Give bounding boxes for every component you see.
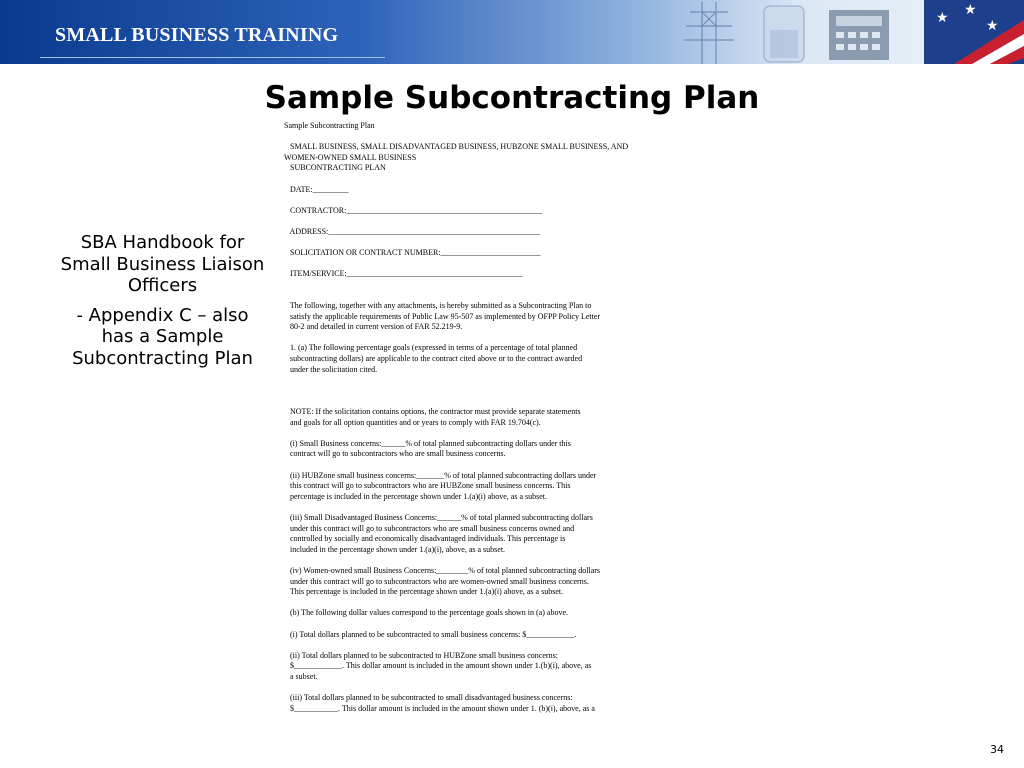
document-blank-line bbox=[284, 396, 704, 407]
document-line: SUBCONTRACTING PLAN bbox=[284, 163, 386, 173]
document-line: ITEM/SERVICE:____________________________________________ bbox=[284, 269, 523, 279]
document-line: percentage is included in the percentage shown under 1.(a)(i) above, as a subset. bbox=[284, 491, 548, 501]
document-line: (iii) Total dollars planned to be subcontracted to small disadvantaged business concerns: bbox=[284, 693, 573, 703]
document-line: WOMEN-OWNED SMALL BUSINESS bbox=[284, 152, 417, 162]
svg-text:★: ★ bbox=[986, 18, 999, 34]
document-line: (i) Small Business concerns:______% of total planned subcontracting dollars under this bbox=[284, 438, 571, 448]
slide-title: Sample Subcontracting Plan bbox=[264, 80, 760, 116]
document-blank-line bbox=[284, 640, 704, 651]
document-blank-line bbox=[284, 598, 704, 609]
document-line: under this contract will go to subcontractors who are women-owned small business concerns. bbox=[284, 576, 589, 586]
document-blank-line bbox=[284, 682, 704, 693]
document-line: and goals for all option quantities and or years to comply with FAR 19.704(c). bbox=[284, 417, 541, 427]
document-line: (ii) Total dollars planned to be subcontracted to HUBZone small business concerns: bbox=[284, 650, 558, 660]
document-line: satisfy the applicable requirements of Public Law 95-507 as implemented by OFPP Policy Letter bbox=[284, 311, 601, 321]
document-line: subcontracting dollars) are applicable to the contract cited above or to the contract awarded bbox=[284, 354, 583, 364]
header-divider bbox=[40, 57, 385, 58]
document-line: (iv) Women-owned small Business Concerns:________% of total planned subcontracting dollars bbox=[284, 565, 601, 575]
document-line: SMALL BUSINESS, SMALL DISADVANTAGED BUSINESS, HUBZONE SMALL BUSINESS, AND bbox=[284, 142, 629, 152]
header-title: SMALL BUSINESS TRAINING bbox=[55, 24, 339, 46]
document-line: a subset. bbox=[284, 671, 318, 681]
calculator-icon bbox=[829, 10, 889, 60]
us-flag-icon bbox=[924, 0, 1024, 64]
document-blank-line bbox=[284, 460, 704, 471]
subcontracting-plan-document bbox=[284, 121, 704, 714]
sidebar-note bbox=[60, 232, 265, 377]
document-blank-line bbox=[284, 386, 704, 397]
header-photo-collage bbox=[624, 0, 1024, 64]
document-blank-line bbox=[284, 502, 704, 513]
document-line: DATE:_________ bbox=[284, 184, 349, 194]
document-line: Sample Subcontracting Plan bbox=[284, 121, 375, 130]
document-line: CONTRACTOR:_________________________________________________ bbox=[284, 205, 543, 215]
document-line: controlled by socially and economically disadvantaged individuals. This percentage is bbox=[284, 534, 566, 544]
note-handbook-reference: SBA Handbook for Small Business Liaison Officers bbox=[60, 232, 265, 296]
document-line: (iii) Small Disadvantaged Business Concerns:______% of total planned subcontracting dollars bbox=[284, 512, 593, 522]
svg-text:★: ★ bbox=[936, 10, 949, 26]
note-appendix-reference: - Appendix C – also has a Sample Subcontracting Plan bbox=[72, 304, 253, 369]
document-line: $___________. This dollar amount is included in the amount shown under 1. (b)(i), above, as a bbox=[284, 703, 595, 713]
document-blank-line bbox=[284, 132, 704, 143]
document-line: (i) Total dollars planned to be subcontracted to small business concerns: $____________. bbox=[284, 629, 577, 639]
document-line: (b) The following dollar values correspond to the percentage goals shown in (a) above. bbox=[284, 608, 568, 618]
document-blank-line bbox=[284, 619, 704, 630]
document-line: The following, together with any attachments, is hereby submitted as a Subcontracting Plan to bbox=[284, 301, 592, 311]
document-blank-line bbox=[284, 428, 704, 439]
document-line: this contract will go to subcontractors who are HUBZone small business concerns. This bbox=[284, 481, 571, 491]
flask-icon bbox=[764, 6, 804, 62]
document-line: $____________. This dollar amount is included in the amount shown under 1.(b)(i), above, as bbox=[284, 661, 592, 671]
document-blank-line bbox=[284, 259, 704, 270]
power-tower-icon bbox=[684, 2, 734, 64]
document-blank-line bbox=[284, 195, 704, 206]
header-banner bbox=[0, 0, 1024, 64]
document-line: included in the percentage shown under 1.(a)(i), above, as a subset. bbox=[284, 544, 506, 554]
svg-text:★: ★ bbox=[964, 2, 977, 18]
document-line: 80-2 and detailed in current version of FAR 52.219-9. bbox=[284, 322, 463, 332]
document-blank-line bbox=[284, 375, 704, 386]
document-blank-line bbox=[284, 280, 704, 291]
document-line: NOTE: If the solicitation contains options, the contractor must provide separate statements bbox=[284, 407, 581, 417]
document-line: SOLICITATION OR CONTRACT NUMBER:_________________________ bbox=[284, 248, 541, 258]
document-line: This percentage is included in the percentage shown under 1.(a)(i) above, as a subset. bbox=[284, 587, 564, 597]
document-blank-line bbox=[284, 291, 704, 302]
document-blank-line bbox=[284, 216, 704, 227]
page-number: 34 bbox=[990, 743, 1004, 756]
document-line: under this contract will go to subcontractors who are small business concerns owned and bbox=[284, 523, 575, 533]
document-line: 1. (a) The following percentage goals (expressed in terms of a percentage of total planned bbox=[284, 343, 578, 353]
document-line: (ii) HUBZone small business concerns:_______% of total planned subcontracting dollars under bbox=[284, 470, 597, 480]
document-blank-line bbox=[284, 555, 704, 566]
document-line: under the solicitation cited. bbox=[284, 364, 378, 374]
document-blank-line bbox=[284, 238, 704, 249]
document-line: contract will go to subcontractors who are small business concerns. bbox=[284, 449, 506, 459]
document-blank-line bbox=[284, 174, 704, 185]
document-blank-line bbox=[284, 333, 704, 344]
document-line: ADDRESS:_____________________________________________________ bbox=[284, 226, 541, 236]
